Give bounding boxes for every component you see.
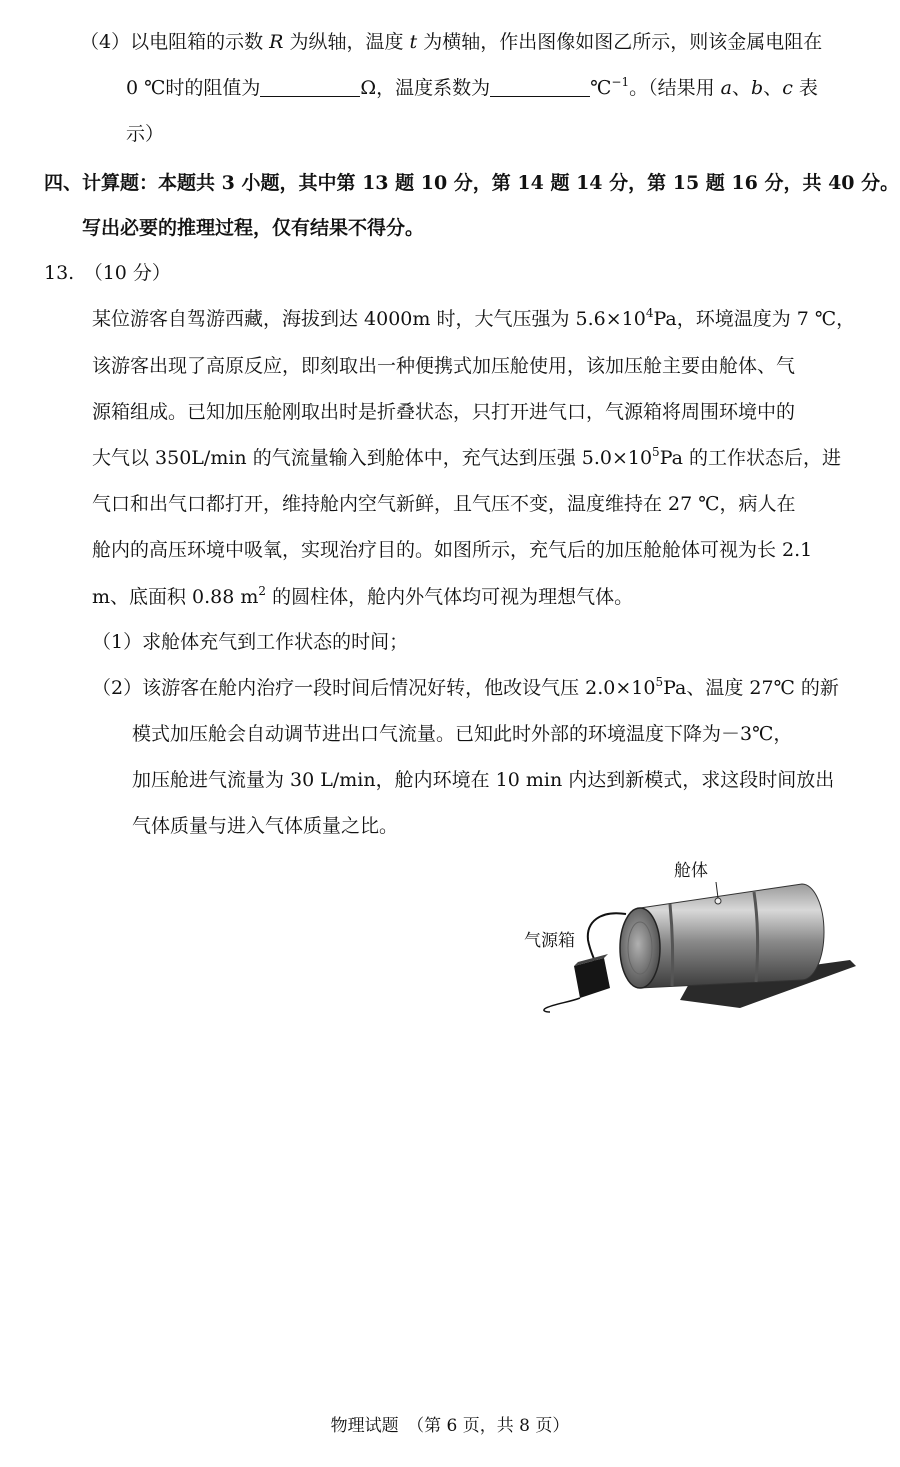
section-4-heading-2: 写出必要的推理过程，仅有结果不得分。 [82, 217, 425, 239]
q4-line-1: （4）以电阻箱的示数 R 为纵轴，温度 t 为横轴，作出图像如图乙所示，则该金属电阻在 [80, 31, 823, 53]
chamber-end-cap [620, 908, 660, 988]
q13-para-line-3: 源箱组成。已知加压舱刚取出时是折叠状态，只打开进气口，气源箱将周围环境中的 [92, 401, 796, 423]
chamber-cylinder [640, 884, 824, 988]
section-4-heading: 四、计算题：本题共 3 小题，其中第 13 题 10 分，第 14 题 14 分，第 15 题 16 分，共 40 分。 [44, 172, 900, 194]
q13-para-line-6: 舱内的高压环境中吸氧，实现治疗目的。如图所示，充气后的加压舱舱体可视为长 2.1 [92, 539, 813, 561]
q13-para-line-7: m、底面积 0.88 $m^2$ 的圆柱体，舱内外气体均可视为理想气体。 [92, 584, 634, 608]
figure-label-chamber-body: 舱体 [674, 861, 708, 881]
hyperbaric-chamber-figure [540, 870, 880, 1020]
q13-sub-1: （1）求舱体充气到工作状态的时间； [92, 631, 409, 653]
q13-para-line-2: 该游客出现了高原反应，即刻取出一种便携式加压舱使用，该加压舱主要由舱体、气 [92, 355, 796, 377]
q13-sub-2-line-3: 加压舱进气流量为 30 L/min，舱内环境在 10 min 内达到新模式，求这段时间放出 [132, 769, 835, 791]
chamber-port [715, 898, 721, 904]
q13-para-line-5: 气口和出气口都打开，维持舱内空气新鲜，且气压不变，温度维持在 27 ℃，病人在 [92, 493, 796, 515]
q13-para-line-1: 某位游客自驾游西藏，海拔到达 4000m 时，大气压强为 $5.6\times 10^4Pa$，环境温度为 7 ℃， [92, 306, 856, 330]
q13-sub-2-line-4: 气体质量与进入气体质量之比。 [132, 815, 399, 837]
figure-label-air-source-box: 气源箱 [524, 931, 575, 951]
answer-blank-2[interactable] [490, 78, 590, 97]
q4-line-3: 示） [126, 123, 165, 145]
q13-para-line-4: 大气以 350L/min 的气流量输入到舱体中，充气达到压强 $5.0\times 10^5Pa$ 的工作状态后，进 [92, 445, 841, 469]
answer-blank-1[interactable] [260, 78, 360, 97]
q13-number: 13. （10 分） [44, 262, 171, 284]
q13-sub-2-line-1: （2）该游客在舱内治疗一段时间后情况好转，他改设气压 $2.0\times 10^5Pa$、温度 27℃ 的新 [92, 675, 839, 699]
page-footer: 物理试题 （第 6 页，共 8 页） [330, 1416, 570, 1436]
q13-sub-2-line-2: 模式加压舱会自动调节进出口气流量。已知此时外部的环境温度下降为－3℃， [132, 723, 793, 745]
q4-line-2: 0 ℃时的阻值为 Ω，温度系数为 ℃$^{-1}$。（结果用 a、b、c 表 [126, 75, 818, 99]
